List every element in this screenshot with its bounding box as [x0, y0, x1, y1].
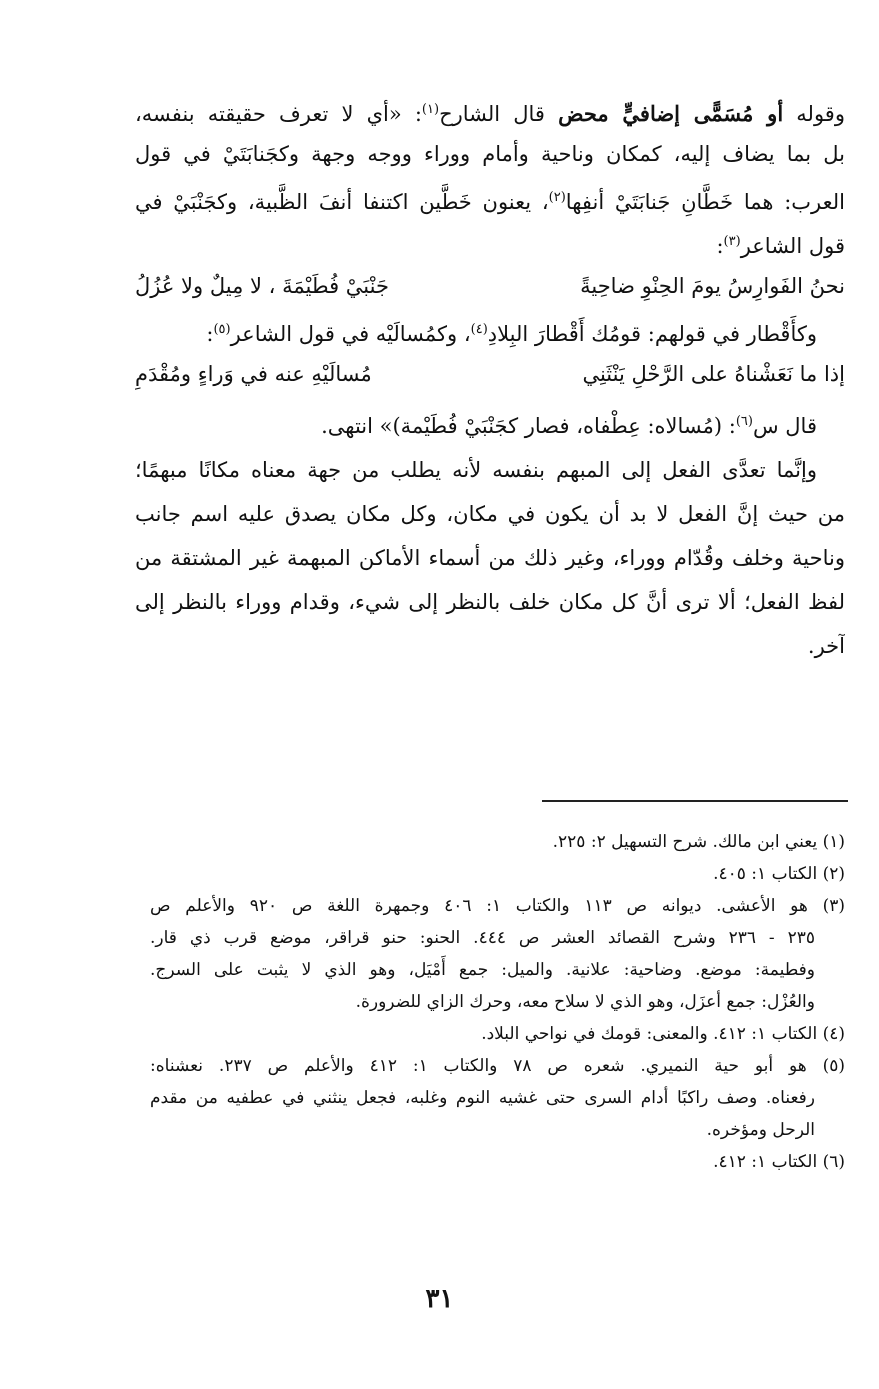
text-run: العرب: هما خَطَّانِ جَنابَتَيْ أنفِها [565, 190, 845, 214]
text-run: قول الشاعر [740, 234, 845, 258]
text-line-4 [135, 220, 845, 264]
footnote-5-line-1: (٥) هو أبو حية النميري. شعره ص ٧٨ والكتاب ١: ٤١٢ والأعلم ص ٢٣٧. نعشناه: [150, 1056, 845, 1076]
footnote-6: (٦) الكتاب ١: ٤١٢. [713, 1152, 845, 1172]
bold-term: أو مُسَمًّى إضافيٍّ محض [558, 101, 784, 126]
footnote-reference: (١) [421, 102, 440, 117]
footnote-2: (٢) الكتاب ١: ٤٠٥. [713, 864, 845, 884]
verse-1-first-hemistich: نحنُ الفَوارِسُ يومَ الحِنْوِ ضاحِيةً [580, 274, 845, 298]
text-run: ، وكمُسالَيْه في قول الشاعر [230, 322, 471, 346]
text-run: ، يعنون خَطَّين اكتنفا أنفَ الظَّبية، وكجَنْبَيْ في [135, 190, 549, 214]
text-run: : «أي لا تعرف حقيقته بنفسه، [135, 102, 422, 126]
para2-line-3: وناحية وخلف وقُدّام ووراء، وغير ذلك من أسماء الأماكن المبهمة غير المشتقة من [135, 546, 845, 570]
text-line-2 [135, 132, 845, 176]
text-run: قال الشارح [439, 102, 559, 126]
text-line-3 [135, 176, 845, 220]
verse-2-second-hemistich: مُسالَيْهِ عنه في وَراءٍ ومُقْدَمِ [135, 362, 372, 386]
text-run: : (مُسالاه: عِطْفاه، فصار كجَنْبَيْ فُطَيْمة)» انتهى. [321, 414, 736, 438]
footnote-4: (٤) الكتاب ١: ٤١٢. والمعنى: قومك في نواحي البلاد. [481, 1024, 845, 1044]
footnote-1: (١) يعني ابن مالك. شرح التسهيل ٢: ٢٢٥. [552, 832, 845, 852]
footnote-reference: (٥) [213, 322, 231, 337]
para2-line-2: من حيث إنَّ الفعل لا بد أن يكون في مكان، وكل مكان يصدق عليه اسم جانب [135, 502, 845, 526]
text-run: قال س [752, 414, 817, 438]
footnote-3-line-2: ٢٣٥ - ٢٣٦ وشرح القصائد العشر ص ٤٤٤. الحنو: حنو قراقر، موضع قرب ذي قار. [150, 928, 815, 948]
text-run: وقوله [783, 102, 845, 126]
verse-1 [135, 264, 845, 308]
para2-line-5: آخر. [807, 634, 845, 658]
page-number: ٣١ [425, 1284, 454, 1314]
verse-2 [135, 352, 845, 396]
text-run: : [716, 234, 724, 258]
text-run: وكأَقْطار في قولهم: قومُك أَقْطارَ البِلادِ [487, 322, 817, 346]
footnote-separator [542, 800, 848, 802]
text-run: : [206, 322, 214, 346]
para2-line-4: لفظ الفعل؛ ألا ترى أنَّ كل مكان خلف بالنظر إلى شيء، وقدام ووراء بالنظر إلى [135, 590, 845, 614]
footnote-3-line-1: (٣) هو الأعشى. ديوانه ص ١١٣ والكتاب ١: ٤٠٦ وجمهرة اللغة ص ٩٢٠ والأعلم ص [150, 896, 845, 916]
footnote-3-line-4: والعُزْل: جمع أعزَل، وهو الذي لا سلاح معه، وحرك الزاي للضرورة. [355, 992, 815, 1012]
footnote-reference: (٢) [548, 190, 566, 205]
verse-1-second-hemistich: جَنْبَيْ فُطَيْمَةَ ، لا مِيلٌ ولا عُزُلُ [135, 274, 389, 298]
text-line-1 [135, 88, 845, 132]
verse-2-first-hemistich: إذا ما نَعَشْناهُ على الرَّحْلِ يَنْثَنِي [582, 362, 845, 386]
footnote-reference: (٣) [723, 234, 741, 249]
para2-line-1: وإنَّما تعدَّى الفعل إلى المبهم بنفسه لأنه يطلب من جهة معناه مكانًا مبهمًا؛ [135, 458, 817, 482]
footnote-5-line-3: الرحل ومؤخره. [706, 1120, 815, 1140]
footnote-5-line-2: رفعناه. وصف راكبًا أدام السرى حتى غشيه النوم وغلبه، فجعل ينثني في عطفيه من مقدم [150, 1088, 815, 1108]
footnotes [150, 826, 845, 1178]
text-run: بل بما يضاف إليه، كمكان وناحية وأمام ووراء ووجه وجهة وكجَنابَتَيْ في قول [135, 142, 845, 166]
footnote-reference: (٤) [470, 322, 488, 337]
footnote-reference: (٦) [735, 414, 753, 429]
text-line-5 [135, 308, 845, 352]
main-text [135, 88, 845, 668]
footnote-3-line-3: وفطيمة: موضع. وضاحية: علانية. والميل: جمع أَمْيَل، وهو الذي لا يثبت على السرج. [150, 960, 815, 980]
text-line-6 [135, 400, 845, 444]
